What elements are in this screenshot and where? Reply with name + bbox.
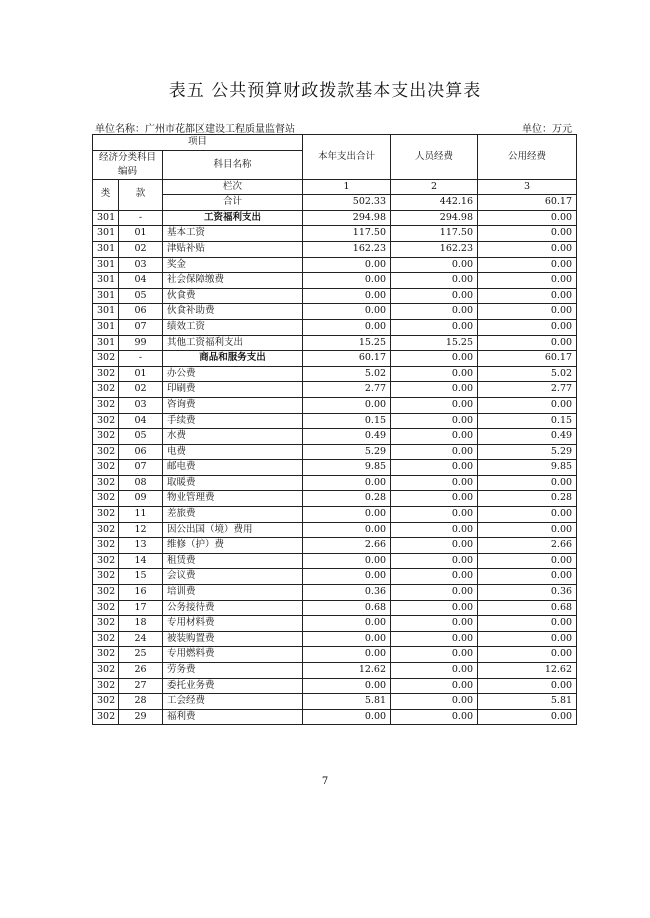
row-subject-name: 社会保障缴费 — [163, 273, 303, 289]
row-subject-name: 伙食费 — [163, 288, 303, 304]
row-kuan: 24 — [119, 631, 163, 647]
row-personnel: 0.00 — [391, 491, 478, 507]
row-kuan: 09 — [119, 491, 163, 507]
row-personnel: 0.00 — [391, 366, 478, 382]
row-personnel: 0.00 — [391, 397, 478, 413]
row-subject-name: 商品和服务支出 — [163, 351, 303, 367]
row-public: 0.49 — [478, 429, 577, 445]
row-kuan: 99 — [119, 335, 163, 351]
row-total: 5.02 — [303, 366, 391, 382]
row-lei: 301 — [93, 319, 119, 335]
row-public: 12.62 — [478, 663, 577, 679]
row-personnel: 0.00 — [391, 709, 478, 725]
table-row — [93, 538, 577, 554]
row-lei: 302 — [93, 351, 119, 367]
row-public: 0.00 — [478, 273, 577, 289]
row-lei: 301 — [93, 273, 119, 289]
row-subject-name: 因公出国（境）费用 — [163, 522, 303, 538]
row-subject-name: 福利费 — [163, 709, 303, 725]
row-lei: 301 — [93, 241, 119, 257]
row-total: 0.00 — [303, 616, 391, 632]
row-lei: 301 — [93, 257, 119, 273]
row-subject-name: 手续费 — [163, 413, 303, 429]
row-personnel: 15.25 — [391, 335, 478, 351]
row-subject-name: 取暖费 — [163, 475, 303, 491]
summary-total: 502.33 — [303, 195, 391, 211]
row-personnel: 0.00 — [391, 553, 478, 569]
row-personnel: 0.00 — [391, 304, 478, 320]
row-subject-name: 工会经费 — [163, 694, 303, 710]
row-kuan: - — [119, 210, 163, 226]
table-row — [93, 429, 577, 445]
row-subject-name: 工资福利支出 — [163, 210, 303, 226]
row-lei: 302 — [93, 585, 119, 601]
row-lei: 301 — [93, 288, 119, 304]
row-public: 5.81 — [478, 694, 577, 710]
row-public: 0.15 — [478, 413, 577, 429]
row-public: 0.00 — [478, 226, 577, 242]
row-subject-name: 基本工资 — [163, 226, 303, 242]
row-subject-name: 咨询费 — [163, 397, 303, 413]
row-public: 0.00 — [478, 241, 577, 257]
row-total: 15.25 — [303, 335, 391, 351]
table-row — [93, 709, 577, 725]
row-subject-name: 公务接待费 — [163, 600, 303, 616]
row-personnel: 0.00 — [391, 631, 478, 647]
row-personnel: 117.50 — [391, 226, 478, 242]
table-row — [93, 663, 577, 679]
row-public: 0.00 — [478, 507, 577, 523]
row-kuan: 03 — [119, 257, 163, 273]
header-col2: 2 — [391, 179, 478, 195]
table-row — [93, 460, 577, 476]
row-lei: 302 — [93, 429, 119, 445]
row-kuan: 02 — [119, 382, 163, 398]
row-personnel: 0.00 — [391, 538, 478, 554]
table-row — [93, 210, 577, 226]
row-total: 0.00 — [303, 678, 391, 694]
row-kuan: 26 — [119, 663, 163, 679]
row-total: 0.49 — [303, 429, 391, 445]
row-total: 0.00 — [303, 319, 391, 335]
table-row — [93, 366, 577, 382]
row-public: 2.77 — [478, 382, 577, 398]
row-lei: 302 — [93, 475, 119, 491]
row-subject-name: 绩效工资 — [163, 319, 303, 335]
row-personnel: 0.00 — [391, 444, 478, 460]
header-public: 公用经费 — [478, 135, 577, 180]
row-lei: 302 — [93, 538, 119, 554]
row-lei: 302 — [93, 647, 119, 663]
row-public: 0.00 — [478, 475, 577, 491]
row-kuan: 07 — [119, 460, 163, 476]
row-total: 5.29 — [303, 444, 391, 460]
row-public: 0.00 — [478, 678, 577, 694]
row-kuan: 04 — [119, 273, 163, 289]
row-public: 2.66 — [478, 538, 577, 554]
row-personnel: 0.00 — [391, 288, 478, 304]
row-public: 0.00 — [478, 553, 577, 569]
table-row — [93, 319, 577, 335]
row-total: 117.50 — [303, 226, 391, 242]
row-lei: 302 — [93, 678, 119, 694]
row-public: 9.85 — [478, 460, 577, 476]
row-total: 0.00 — [303, 397, 391, 413]
page-number: 7 — [321, 776, 329, 787]
row-kuan: 13 — [119, 538, 163, 554]
row-public: 0.00 — [478, 616, 577, 632]
header-personnel: 人员经费 — [391, 135, 478, 180]
row-total: 0.00 — [303, 507, 391, 523]
table-row — [93, 600, 577, 616]
row-public: 0.00 — [478, 335, 577, 351]
row-subject-name: 伙食补助费 — [163, 304, 303, 320]
row-total: 0.36 — [303, 585, 391, 601]
row-kuan: 05 — [119, 429, 163, 445]
row-subject-name: 维修（护）费 — [163, 538, 303, 554]
table-row — [93, 304, 577, 320]
header-column-index: 栏次 — [163, 179, 303, 195]
row-kuan: 15 — [119, 569, 163, 585]
row-personnel: 0.00 — [391, 569, 478, 585]
row-public: 0.00 — [478, 288, 577, 304]
row-personnel: 0.00 — [391, 273, 478, 289]
row-personnel: 0.00 — [391, 694, 478, 710]
row-kuan: 25 — [119, 647, 163, 663]
row-lei: 302 — [93, 460, 119, 476]
row-public: 0.00 — [478, 257, 577, 273]
row-personnel: 0.00 — [391, 351, 478, 367]
row-subject-name: 差旅费 — [163, 507, 303, 523]
row-personnel: 0.00 — [391, 460, 478, 476]
row-lei: 302 — [93, 413, 119, 429]
row-subject-name: 劳务费 — [163, 663, 303, 679]
summary-personnel: 442.16 — [391, 195, 478, 211]
row-kuan: 02 — [119, 241, 163, 257]
row-lei: 302 — [93, 397, 119, 413]
row-kuan: 05 — [119, 288, 163, 304]
row-subject-name: 专用材料费 — [163, 616, 303, 632]
row-total: 0.00 — [303, 709, 391, 725]
row-total: 0.00 — [303, 647, 391, 663]
row-lei: 301 — [93, 304, 119, 320]
table-row — [93, 694, 577, 710]
row-personnel: 0.00 — [391, 522, 478, 538]
row-public: 5.02 — [478, 366, 577, 382]
row-personnel: 162.23 — [391, 241, 478, 257]
row-total: 162.23 — [303, 241, 391, 257]
row-total: 0.00 — [303, 288, 391, 304]
row-public: 0.00 — [478, 397, 577, 413]
row-total: 5.81 — [303, 694, 391, 710]
row-lei: 302 — [93, 616, 119, 632]
expenditure-table — [92, 134, 577, 725]
row-personnel: 0.00 — [391, 319, 478, 335]
summary-label: 合计 — [163, 195, 303, 211]
header-total: 本年支出合计 — [303, 135, 391, 180]
row-total: 12.62 — [303, 663, 391, 679]
row-total: 2.77 — [303, 382, 391, 398]
row-subject-name: 培训费 — [163, 585, 303, 601]
row-total: 0.00 — [303, 304, 391, 320]
table-row — [93, 273, 577, 289]
table-row — [93, 382, 577, 398]
table-row — [93, 491, 577, 507]
row-personnel: 0.00 — [391, 257, 478, 273]
table-row — [93, 475, 577, 491]
row-kuan: 18 — [119, 616, 163, 632]
table-title: 表五 公共预算财政拨款基本支出决算表 — [168, 81, 482, 101]
currency-unit: 单位：万元 — [522, 124, 572, 135]
row-subject-name: 专用燃料费 — [163, 647, 303, 663]
row-subject-name: 办公费 — [163, 366, 303, 382]
row-lei: 301 — [93, 210, 119, 226]
table-row — [93, 397, 577, 413]
row-lei: 302 — [93, 522, 119, 538]
row-personnel: 0.00 — [391, 647, 478, 663]
row-total: 294.98 — [303, 210, 391, 226]
row-lei: 302 — [93, 507, 119, 523]
row-personnel: 0.00 — [391, 585, 478, 601]
row-public: 0.00 — [478, 631, 577, 647]
row-lei: 302 — [93, 663, 119, 679]
row-total: 0.00 — [303, 257, 391, 273]
row-subject-name: 委托业务费 — [163, 678, 303, 694]
table-row — [93, 678, 577, 694]
row-kuan: 01 — [119, 226, 163, 242]
table-row — [93, 241, 577, 257]
row-public: 0.00 — [478, 709, 577, 725]
row-kuan: 16 — [119, 585, 163, 601]
table-row — [93, 569, 577, 585]
table-row — [93, 288, 577, 304]
row-kuan: 07 — [119, 319, 163, 335]
header-kuan: 款 — [119, 179, 163, 210]
row-subject-name: 津贴补贴 — [163, 241, 303, 257]
row-personnel: 0.00 — [391, 678, 478, 694]
row-personnel: 0.00 — [391, 429, 478, 445]
row-personnel: 294.98 — [391, 210, 478, 226]
row-subject-name: 邮电费 — [163, 460, 303, 476]
row-kuan: 12 — [119, 522, 163, 538]
row-subject-name: 电费 — [163, 444, 303, 460]
row-total: 0.00 — [303, 569, 391, 585]
row-subject-name: 租赁费 — [163, 553, 303, 569]
row-kuan: 03 — [119, 397, 163, 413]
row-public: 0.00 — [478, 647, 577, 663]
row-total: 0.00 — [303, 631, 391, 647]
row-personnel: 0.00 — [391, 413, 478, 429]
row-total: 0.28 — [303, 491, 391, 507]
table-row — [93, 616, 577, 632]
row-total: 60.17 — [303, 351, 391, 367]
row-public: 60.17 — [478, 351, 577, 367]
row-kuan: 04 — [119, 413, 163, 429]
row-lei: 302 — [93, 366, 119, 382]
row-personnel: 0.00 — [391, 616, 478, 632]
row-personnel: 0.00 — [391, 663, 478, 679]
summary-public: 60.17 — [478, 195, 577, 211]
header-row-1 — [93, 135, 577, 151]
row-total: 0.00 — [303, 475, 391, 491]
row-public: 5.29 — [478, 444, 577, 460]
row-total: 0.00 — [303, 273, 391, 289]
row-public: 0.28 — [478, 491, 577, 507]
header-col1: 1 — [303, 179, 391, 195]
row-kuan: - — [119, 351, 163, 367]
header-lei: 类 — [93, 179, 119, 210]
row-kuan: 06 — [119, 304, 163, 320]
table-row — [93, 647, 577, 663]
row-total: 0.15 — [303, 413, 391, 429]
row-subject-name: 奖金 — [163, 257, 303, 273]
row-public: 0.00 — [478, 522, 577, 538]
row-lei: 302 — [93, 709, 119, 725]
row-public: 0.00 — [478, 210, 577, 226]
table-row — [93, 553, 577, 569]
unit-info-row — [92, 120, 576, 134]
row-total: 0.00 — [303, 553, 391, 569]
row-lei: 301 — [93, 335, 119, 351]
row-lei: 302 — [93, 553, 119, 569]
row-kuan: 27 — [119, 678, 163, 694]
row-kuan: 01 — [119, 366, 163, 382]
row-lei: 301 — [93, 226, 119, 242]
row-lei: 302 — [93, 491, 119, 507]
table-row — [93, 351, 577, 367]
row-personnel: 0.00 — [391, 600, 478, 616]
row-public: 0.00 — [478, 569, 577, 585]
row-personnel: 0.00 — [391, 475, 478, 491]
row-lei: 302 — [93, 600, 119, 616]
row-public: 0.00 — [478, 319, 577, 335]
table-row — [93, 226, 577, 242]
table-row — [93, 413, 577, 429]
row-lei: 302 — [93, 631, 119, 647]
table-row — [93, 631, 577, 647]
row-lei: 302 — [93, 694, 119, 710]
row-total: 0.00 — [303, 522, 391, 538]
table-row — [93, 335, 577, 351]
table-row — [93, 522, 577, 538]
row-subject-name: 物业管理费 — [163, 491, 303, 507]
row-kuan: 11 — [119, 507, 163, 523]
row-subject-name: 会议费 — [163, 569, 303, 585]
row-kuan: 08 — [119, 475, 163, 491]
table-row — [93, 257, 577, 273]
header-subject-name: 科目名称 — [163, 150, 303, 179]
table-row — [93, 444, 577, 460]
row-subject-name: 印刷费 — [163, 382, 303, 398]
row-personnel: 0.00 — [391, 382, 478, 398]
row-total: 0.68 — [303, 600, 391, 616]
row-kuan: 14 — [119, 553, 163, 569]
header-econ-code: 经济分类科目编码 — [93, 150, 163, 179]
row-kuan: 17 — [119, 600, 163, 616]
table-row — [93, 585, 577, 601]
row-total: 2.66 — [303, 538, 391, 554]
table-row — [93, 507, 577, 523]
header-row-5 — [93, 179, 577, 195]
row-lei: 302 — [93, 444, 119, 460]
row-public: 0.68 — [478, 600, 577, 616]
row-kuan: 06 — [119, 444, 163, 460]
table-body — [93, 135, 577, 725]
row-kuan: 29 — [119, 709, 163, 725]
row-subject-name: 其他工资福利支出 — [163, 335, 303, 351]
row-lei: 302 — [93, 382, 119, 398]
header-col3: 3 — [478, 179, 577, 195]
row-subject-name: 被装购置费 — [163, 631, 303, 647]
row-kuan: 28 — [119, 694, 163, 710]
row-total: 9.85 — [303, 460, 391, 476]
row-lei: 302 — [93, 569, 119, 585]
row-public: 0.36 — [478, 585, 577, 601]
summary-row — [93, 195, 577, 211]
row-personnel: 0.00 — [391, 507, 478, 523]
row-subject-name: 水费 — [163, 429, 303, 445]
row-public: 0.00 — [478, 304, 577, 320]
unit-name: 单位名称：广州市花都区建设工程质量监督站 — [95, 124, 295, 135]
header-project: 项目 — [93, 135, 303, 151]
